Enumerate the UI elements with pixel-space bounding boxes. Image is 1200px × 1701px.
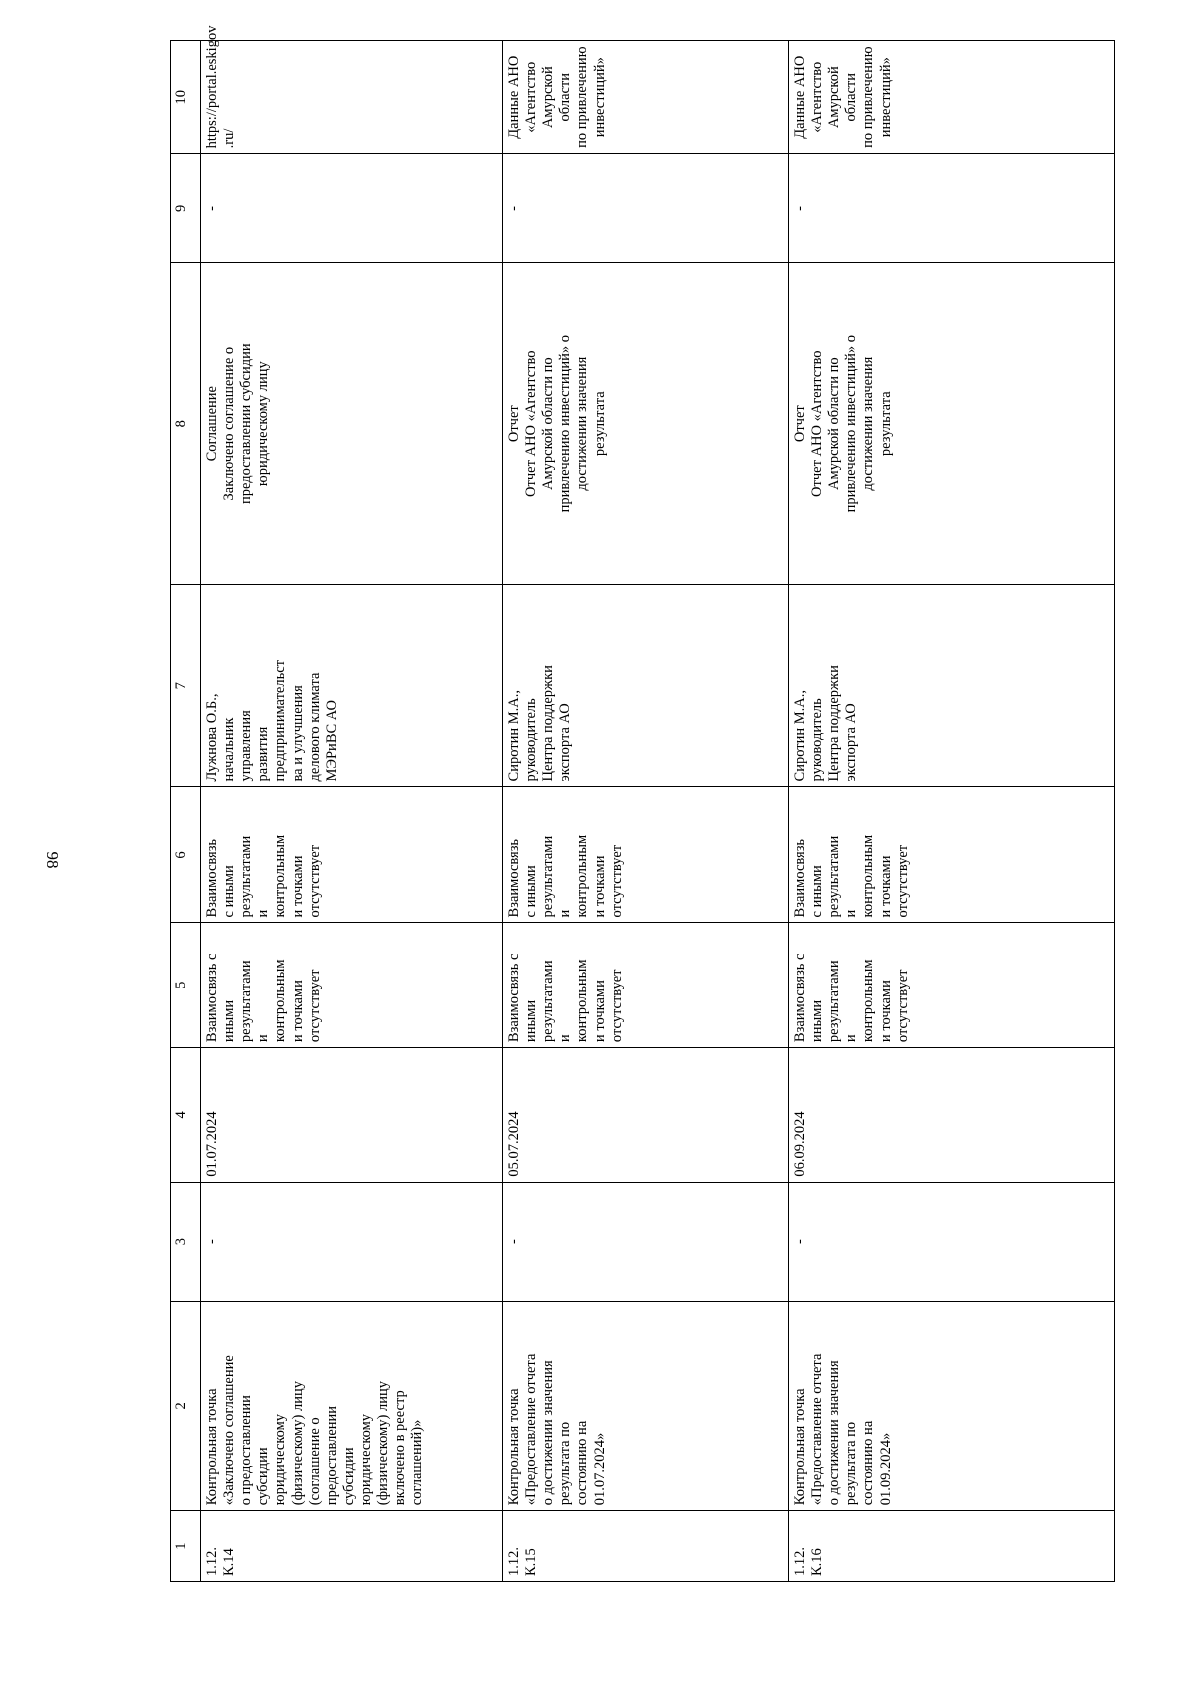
header-cell: 6 xyxy=(171,787,201,923)
date-cell: 06.09.2024 xyxy=(789,1048,1115,1183)
control-points-table xyxy=(170,25,1115,1582)
responsible-person-cell: Сиротин М.А., руководитель Центра поддержки экспорта АО xyxy=(503,584,789,787)
header-cell: 10 xyxy=(171,41,201,154)
header-cell: 9 xyxy=(171,154,201,263)
page-number: 98 xyxy=(43,851,62,869)
cell-col3: - xyxy=(201,1182,503,1301)
date-cell: 05.07.2024 xyxy=(503,1048,789,1183)
control-point-name-cell: Контрольная точка «Предоставление отчета о достижении значения результата по состоянию на 01.09.2024» xyxy=(789,1301,1115,1511)
rotated-table-container xyxy=(170,25,1110,1582)
responsible-person-cell: Сиротин М.А., руководитель Центра поддержки экспорта АО xyxy=(789,584,1115,787)
cell-col9: - xyxy=(503,154,789,263)
table-header-row xyxy=(171,41,201,1582)
cell-col9: - xyxy=(201,154,503,263)
date-cell: 01.07.2024 xyxy=(201,1048,503,1183)
document-type-cell: Отчет Отчет АНО «Агентство Амурской области по привлечению инвестиций» о достижении значения результата xyxy=(503,263,789,585)
information-source-cell: https://portal.eskigov .ru/ xyxy=(201,41,503,154)
cell-col3: - xyxy=(503,1182,789,1301)
row-number-cell: 1.12. К.14 xyxy=(201,1511,503,1582)
header-cell: 1 xyxy=(171,1511,201,1582)
row-number-cell: 1.12. К.15 xyxy=(503,1511,789,1582)
responsible-person-cell: Лужнова О.Б., начальник управления развития предпринимательст ва и улучшения делового климата МЭРиВС АО xyxy=(201,584,503,787)
document-type-cell: Соглашение Заключено соглашение о предоставлении субсидии юридическому лицу xyxy=(201,263,503,585)
control-point-name-cell: Контрольная точка «Заключено соглашение о предоставлении субсидии юридическому (физическому) лицу (соглашение о предоставлении субсидии юридическому (физическому) лицу включено в реестр соглашений)» xyxy=(201,1301,503,1511)
table-row xyxy=(789,41,1115,1582)
cell-col9: - xyxy=(789,154,1115,263)
relation-cell-col6: Взаимосвязь с иными результатами и контрольным и точками отсутствует xyxy=(789,787,1115,923)
control-point-name-cell: Контрольная точка «Предоставление отчета о достижении значения результата по состоянию на 01.07.2024» xyxy=(503,1301,789,1511)
table-row xyxy=(201,41,503,1582)
information-source-cell: Данные АНО «Агентство Амурской области по привлечению инвестиций» xyxy=(789,41,1115,154)
cell-col3: - xyxy=(789,1182,1115,1301)
header-cell: 8 xyxy=(171,263,201,585)
relation-cell-col5: Взаимосвязь с иными результатами и контрольным и точками отсутствует xyxy=(503,923,789,1048)
header-cell: 3 xyxy=(171,1182,201,1301)
header-cell: 2 xyxy=(171,1301,201,1511)
header-cell: 5 xyxy=(171,923,201,1048)
relation-cell-col6: Взаимосвязь с иными результатами и контрольным и точками отсутствует xyxy=(201,787,503,923)
header-cell: 7 xyxy=(171,584,201,787)
relation-cell-col5: Взаимосвязь с иными результатами и контрольным и точками отсутствует xyxy=(789,923,1115,1048)
table-row xyxy=(503,41,789,1582)
document-type-cell: Отчет Отчет АНО «Агентство Амурской области по привлечению инвестиций» о достижении значения результата xyxy=(789,263,1115,585)
relation-cell-col6: Взаимосвязь с иными результатами и контрольным и точками отсутствует xyxy=(503,787,789,923)
relation-cell-col5: Взаимосвязь с иными результатами и контрольным и точками отсутствует xyxy=(201,923,503,1048)
information-source-cell: Данные АНО «Агентство Амурской области по привлечению инвестиций» xyxy=(503,41,789,154)
row-number-cell: 1.12. К.16 xyxy=(789,1511,1115,1582)
header-cell: 4 xyxy=(171,1048,201,1183)
